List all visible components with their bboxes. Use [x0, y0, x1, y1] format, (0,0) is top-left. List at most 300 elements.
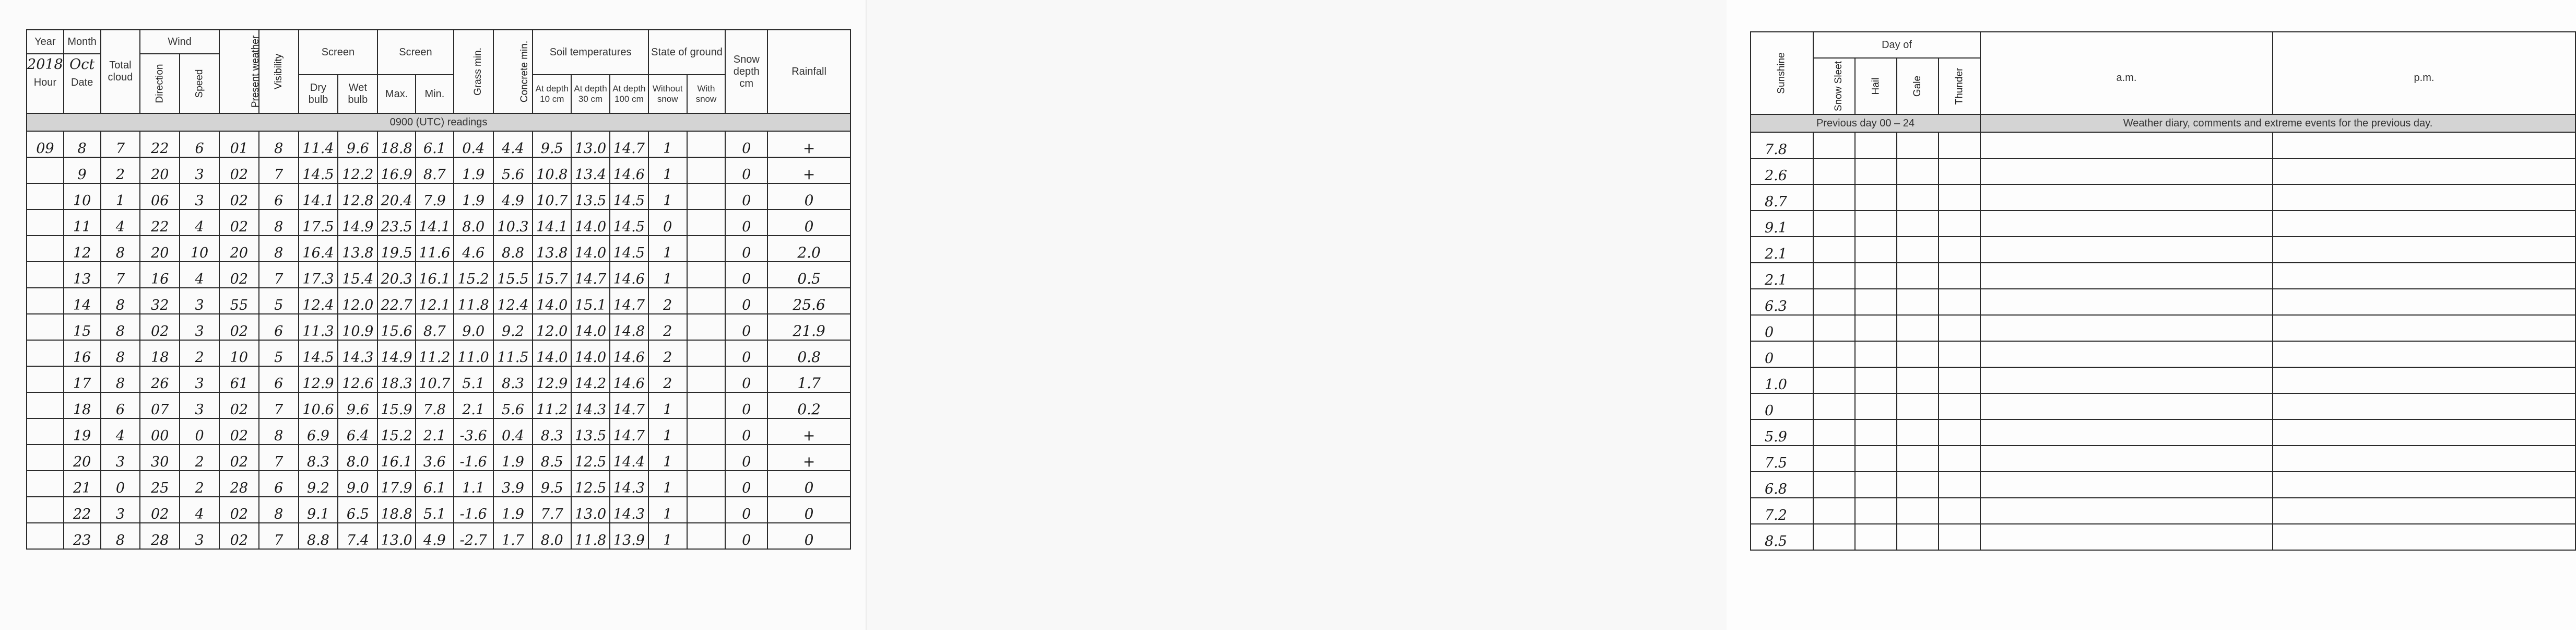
date-cell: 21 [64, 471, 101, 497]
soil-30cm-cell: 14.7 [571, 262, 610, 288]
wet-bulb-cell: 9.6 [338, 131, 377, 157]
date-cell: 10 [64, 183, 101, 209]
max-temp-cell: 18.3 [377, 366, 416, 392]
wind-direction-cell: 20 [140, 157, 180, 183]
thunder-cell [1939, 289, 1980, 315]
snow-sleet-cell [1813, 498, 1855, 524]
visibility-cell: 7 [259, 262, 299, 288]
grass-min-cell: 15.2 [454, 262, 493, 288]
dry-bulb-cell: 12.4 [299, 288, 338, 314]
soil-100cm-cell: 14.3 [610, 471, 648, 497]
date-cell: 8 [64, 131, 101, 157]
visibility-cell: 8 [259, 497, 299, 523]
sunshine-cell: 7.8 [1751, 132, 1813, 158]
soil-30cm-cell: 14.0 [571, 314, 610, 340]
diary-row [1751, 263, 2575, 289]
am-diary-cell[interactable] [1980, 524, 2273, 550]
hour-cell [27, 366, 64, 392]
concrete-min-cell: 12.4 [493, 288, 533, 314]
soil-30cm-cell: 15.1 [571, 288, 610, 314]
gale-cell [1897, 132, 1939, 158]
hail-cell [1855, 446, 1897, 472]
visibility-cell: 8 [259, 209, 299, 236]
soil-10cm-cell: 15.7 [533, 262, 571, 288]
soil-100cm-cell: 14.7 [610, 392, 648, 418]
pm-diary-cell[interactable] [2273, 211, 2575, 237]
max-temp-cell: 14.9 [377, 340, 416, 366]
wind-speed-cell: 2 [180, 445, 219, 471]
am-diary-cell[interactable] [1980, 341, 2273, 367]
am-diary-cell[interactable] [1980, 498, 2273, 524]
am-diary-cell[interactable] [1980, 132, 2273, 158]
max-temp-cell: 20.3 [377, 262, 416, 288]
soil-30cm-cell: 12.5 [571, 471, 610, 497]
dry-bulb-cell: 14.1 [299, 183, 338, 209]
hail-cell [1855, 498, 1897, 524]
dry-bulb-cell: 9.2 [299, 471, 338, 497]
gale-cell [1897, 524, 1939, 550]
wind-speed-cell: 4 [180, 209, 219, 236]
wind-direction-cell: 02 [140, 497, 180, 523]
hour-cell [27, 445, 64, 471]
observation-row [27, 340, 850, 366]
max-temp-cell: 23.5 [377, 209, 416, 236]
rainfall-cell: 0.8 [767, 340, 850, 366]
am-diary-cell[interactable] [1980, 419, 2273, 446]
grass-min-cell: 1.1 [454, 471, 493, 497]
thunder-cell [1939, 184, 1980, 211]
thunder-cell [1939, 263, 1980, 289]
wet-bulb-cell: 10.9 [338, 314, 377, 340]
total-cloud-cell: 8 [101, 523, 140, 549]
soil-10cm-header: At depth 10 cm [533, 75, 571, 113]
date-cell: 13 [64, 262, 101, 288]
max-temp-cell: 15.6 [377, 314, 416, 340]
soil-10cm-cell: 9.5 [533, 471, 571, 497]
snow-depth-cell: 0 [725, 131, 767, 157]
diary-row [1751, 237, 2575, 263]
date-cell: 12 [64, 236, 101, 262]
snow-sleet-header: Snow Sleet [1813, 58, 1855, 114]
min-temp-cell: 6.1 [416, 471, 454, 497]
date-cell: 19 [64, 418, 101, 445]
hail-cell [1855, 341, 1897, 367]
soil-30cm-cell: 14.2 [571, 366, 610, 392]
max-temp-cell: 20.4 [377, 183, 416, 209]
hour-header: Hour [27, 75, 64, 113]
rainfall-cell: 0 [767, 523, 850, 549]
sunshine-cell: 7.5 [1751, 446, 1813, 472]
rainfall-cell: 0 [767, 183, 850, 209]
visibility-cell: 6 [259, 314, 299, 340]
pm-diary-cell[interactable] [2273, 419, 2575, 446]
rainfall-cell: 0.5 [767, 262, 850, 288]
with-snow-cell [687, 183, 726, 209]
min-temp-cell: 4.9 [416, 523, 454, 549]
present-weather-cell: 61 [219, 366, 259, 392]
grass-min-cell: 0.4 [454, 131, 493, 157]
month-header: Month [64, 30, 101, 54]
wind-direction-cell: 22 [140, 209, 180, 236]
min-temp-cell: 12.1 [416, 288, 454, 314]
without-snow-cell: 1 [648, 418, 687, 445]
without-snow-cell: 2 [648, 314, 687, 340]
soil-30cm-cell: 11.8 [571, 523, 610, 549]
snow-depth-cell: 0 [725, 340, 767, 366]
thunder-cell [1939, 393, 1980, 419]
without-snow-cell: 2 [648, 366, 687, 392]
soil-100cm-cell: 14.5 [610, 183, 648, 209]
am-diary-cell[interactable] [1980, 367, 2273, 393]
present-weather-cell: 02 [219, 183, 259, 209]
with-snow-cell [687, 340, 726, 366]
direction-header: Direction [140, 54, 180, 113]
am-diary-cell[interactable] [1980, 393, 2273, 419]
hail-cell [1855, 524, 1897, 550]
pm-diary-cell[interactable] [2273, 446, 2575, 472]
observation-row [27, 236, 850, 262]
max-temp-cell: 15.2 [377, 418, 416, 445]
hour-cell [27, 418, 64, 445]
pm-diary-cell[interactable] [2273, 341, 2575, 367]
rainfall-cell: + [767, 157, 850, 183]
wind-direction-cell: 25 [140, 471, 180, 497]
wind-direction-cell: 07 [140, 392, 180, 418]
present-weather-cell: 02 [219, 523, 259, 549]
am-diary-cell[interactable] [1980, 237, 2273, 263]
hour-cell [27, 183, 64, 209]
thunder-cell [1939, 158, 1980, 184]
soil-100cm-cell: 14.5 [610, 236, 648, 262]
observation-row [27, 183, 850, 209]
soil-30cm-cell: 14.0 [571, 236, 610, 262]
am-diary-cell[interactable] [1980, 315, 2273, 341]
rainfall-cell: 1.7 [767, 366, 850, 392]
observation-row [27, 209, 850, 236]
snow-depth-cell: 0 [725, 497, 767, 523]
hail-cell [1855, 211, 1897, 237]
wind-speed-cell: 3 [180, 183, 219, 209]
pm-diary-cell[interactable] [2273, 289, 2575, 315]
wind-direction-cell: 16 [140, 262, 180, 288]
snow-sleet-cell [1813, 184, 1855, 211]
diary-row [1751, 367, 2575, 393]
without-snow-cell: 1 [648, 445, 687, 471]
concrete-min-cell: 10.3 [493, 209, 533, 236]
total-cloud-cell: 3 [101, 497, 140, 523]
soil-100cm-cell: 14.6 [610, 366, 648, 392]
soil-30cm-cell: 13.5 [571, 418, 610, 445]
thunder-cell [1939, 446, 1980, 472]
observation-row [27, 497, 850, 523]
min-temp-cell: 11.6 [416, 236, 454, 262]
pm-diary-cell[interactable] [2273, 263, 2575, 289]
pm-diary-cell[interactable] [2273, 472, 2575, 498]
wind-speed-cell: 2 [180, 340, 219, 366]
without-snow-cell: 1 [648, 157, 687, 183]
soil-10cm-cell: 11.2 [533, 392, 571, 418]
year-header: Year [27, 30, 64, 54]
sunshine-cell: 6.8 [1751, 472, 1813, 498]
soil-10cm-cell: 7.7 [533, 497, 571, 523]
concrete-min-cell: 0.4 [493, 418, 533, 445]
observation-row [27, 445, 850, 471]
grass-min-cell: 1.9 [454, 157, 493, 183]
dry-bulb-cell: 14.5 [299, 157, 338, 183]
gale-cell [1897, 472, 1939, 498]
visibility-cell: 7 [259, 392, 299, 418]
wind-direction-cell: 30 [140, 445, 180, 471]
wind-speed-cell: 3 [180, 523, 219, 549]
total-cloud-header: Total cloud [101, 30, 140, 113]
wind-speed-cell: 3 [180, 314, 219, 340]
gale-cell [1897, 393, 1939, 419]
observation-row [27, 288, 850, 314]
pm-diary-cell[interactable] [2273, 524, 2575, 550]
thunder-cell [1939, 367, 1980, 393]
diary-row [1751, 446, 2575, 472]
sunshine-cell: 6.3 [1751, 289, 1813, 315]
hail-header: Hail [1855, 58, 1897, 114]
concrete-min-cell: 15.5 [493, 262, 533, 288]
without-snow-cell: 1 [648, 236, 687, 262]
total-cloud-cell: 6 [101, 392, 140, 418]
am-diary-cell[interactable] [1980, 472, 2273, 498]
present-weather-header: Present weather [219, 30, 259, 113]
concrete-min-cell: 3.9 [493, 471, 533, 497]
min-temp-cell: 8.7 [416, 314, 454, 340]
sunshine-header: Sunshine [1751, 32, 1813, 114]
snow-sleet-cell [1813, 472, 1855, 498]
with-snow-cell [687, 418, 726, 445]
date-cell: 9 [64, 157, 101, 183]
dry-bulb-cell: 14.5 [299, 340, 338, 366]
hour-cell [27, 262, 64, 288]
wet-bulb-cell: 6.4 [338, 418, 377, 445]
wind-speed-cell: 3 [180, 157, 219, 183]
rainfall-cell: 21.9 [767, 314, 850, 340]
snow-depth-cell: 0 [725, 445, 767, 471]
visibility-header: Visibility [259, 30, 299, 113]
hail-cell [1855, 132, 1897, 158]
min-temp-cell: 3.6 [416, 445, 454, 471]
dry-bulb-cell: 10.6 [299, 392, 338, 418]
diary-row [1751, 132, 2575, 158]
with-snow-cell [687, 392, 726, 418]
pm-diary-cell[interactable] [2273, 237, 2575, 263]
total-cloud-cell: 0 [101, 471, 140, 497]
visibility-cell: 7 [259, 157, 299, 183]
present-weather-cell: 02 [219, 157, 259, 183]
with-snow-cell [687, 497, 726, 523]
present-weather-cell: 02 [219, 445, 259, 471]
hail-cell [1855, 237, 1897, 263]
am-diary-cell[interactable] [1980, 263, 2273, 289]
present-weather-cell: 02 [219, 418, 259, 445]
sunshine-cell: 7.2 [1751, 498, 1813, 524]
snow-sleet-cell [1813, 393, 1855, 419]
pm-diary-cell[interactable] [2273, 132, 2575, 158]
max-temp-cell: 17.9 [377, 471, 416, 497]
rainfall-cell: + [767, 418, 850, 445]
concrete-min-cell: 8.8 [493, 236, 533, 262]
date-cell: 18 [64, 392, 101, 418]
min-header: Min. [416, 75, 454, 113]
grass-min-cell: 11.8 [454, 288, 493, 314]
visibility-cell: 5 [259, 288, 299, 314]
wind-direction-cell: 28 [140, 523, 180, 549]
without-snow-cell: 1 [648, 183, 687, 209]
pm-diary-cell[interactable] [2273, 498, 2575, 524]
without-snow-cell: 1 [648, 131, 687, 157]
total-cloud-cell: 2 [101, 157, 140, 183]
pm-header: p.m. [2273, 32, 2575, 114]
visibility-cell: 7 [259, 445, 299, 471]
soil-100cm-cell: 13.9 [610, 523, 648, 549]
without-snow-cell: 2 [648, 340, 687, 366]
wind-speed-cell: 3 [180, 366, 219, 392]
diary-row [1751, 524, 2575, 550]
dry-bulb-cell: 11.3 [299, 314, 338, 340]
wet-bulb-cell: 14.9 [338, 209, 377, 236]
diary-row [1751, 211, 2575, 237]
date-cell: 16 [64, 340, 101, 366]
gale-cell [1897, 446, 1939, 472]
previous-day-band: Previous day 00 – 24 [1751, 114, 1980, 132]
date-cell: 23 [64, 523, 101, 549]
soil-10cm-cell: 8.3 [533, 418, 571, 445]
hour-cell: 09 [27, 131, 64, 157]
total-cloud-cell: 8 [101, 366, 140, 392]
sunshine-cell: 2.1 [1751, 237, 1813, 263]
gale-cell [1897, 184, 1939, 211]
diary-row [1751, 393, 2575, 419]
total-cloud-cell: 4 [101, 209, 140, 236]
snow-sleet-cell [1813, 524, 1855, 550]
pm-diary-cell[interactable] [2273, 158, 2575, 184]
max-temp-cell: 18.8 [377, 497, 416, 523]
dry-bulb-cell: 12.9 [299, 366, 338, 392]
pm-diary-cell[interactable] [2273, 184, 2575, 211]
min-temp-cell: 7.9 [416, 183, 454, 209]
sunshine-cell: 9.1 [1751, 211, 1813, 237]
grass-min-cell: -1.6 [454, 445, 493, 471]
am-diary-cell[interactable] [1980, 158, 2273, 184]
soil-30cm-cell: 14.0 [571, 209, 610, 236]
soil-30cm-cell: 12.5 [571, 445, 610, 471]
total-cloud-cell: 8 [101, 340, 140, 366]
with-snow-cell [687, 314, 726, 340]
max-temp-cell: 18.8 [377, 131, 416, 157]
diary-row [1751, 289, 2575, 315]
am-diary-cell[interactable] [1980, 211, 2273, 237]
snow-depth-cell: 0 [725, 209, 767, 236]
thunder-cell [1939, 315, 1980, 341]
min-temp-cell: 8.7 [416, 157, 454, 183]
pm-diary-cell[interactable] [2273, 393, 2575, 419]
soil-10cm-cell: 8.5 [533, 445, 571, 471]
wet-bulb-header: Wet bulb [338, 75, 377, 113]
snow-sleet-cell [1813, 446, 1855, 472]
wind-speed-cell: 3 [180, 288, 219, 314]
pm-diary-cell[interactable] [2273, 367, 2575, 393]
hail-cell [1855, 367, 1897, 393]
rainfall-cell: + [767, 445, 850, 471]
hour-cell [27, 392, 64, 418]
hail-cell [1855, 263, 1897, 289]
total-cloud-cell: 8 [101, 236, 140, 262]
soil-100cm-header: At depth 100 cm [610, 75, 648, 113]
snow-depth-cell: 0 [725, 314, 767, 340]
diary-row [1751, 315, 2575, 341]
hail-cell [1855, 472, 1897, 498]
visibility-cell: 6 [259, 366, 299, 392]
screen-maxmin-header: Screen [377, 30, 454, 75]
dry-bulb-cell: 9.1 [299, 497, 338, 523]
soil-temperatures-header: Soil temperatures [533, 30, 648, 75]
min-temp-cell: 14.1 [416, 209, 454, 236]
gale-cell [1897, 289, 1939, 315]
soil-30cm-cell: 13.0 [571, 497, 610, 523]
rainfall-cell: 0 [767, 471, 850, 497]
wet-bulb-cell: 15.4 [338, 262, 377, 288]
wind-direction-cell: 26 [140, 366, 180, 392]
am-diary-cell[interactable] [1980, 184, 2273, 211]
left-page [0, 0, 867, 630]
sunshine-cell: 8.7 [1751, 184, 1813, 211]
gale-cell [1897, 237, 1939, 263]
concrete-min-cell: 1.9 [493, 445, 533, 471]
dry-bulb-cell: 8.3 [299, 445, 338, 471]
diary-row [1751, 158, 2575, 184]
am-diary-cell[interactable] [1980, 289, 2273, 315]
snow-sleet-cell [1813, 315, 1855, 341]
wind-direction-cell: 32 [140, 288, 180, 314]
concrete-min-cell: 8.3 [493, 366, 533, 392]
hour-cell [27, 314, 64, 340]
observation-row [27, 131, 850, 157]
sunshine-cell: 0 [1751, 341, 1813, 367]
without-snow-cell: 1 [648, 471, 687, 497]
gale-cell [1897, 263, 1939, 289]
grass-min-cell: 9.0 [454, 314, 493, 340]
snow-sleet-cell [1813, 237, 1855, 263]
with-snow-cell [687, 209, 726, 236]
thunder-cell [1939, 211, 1980, 237]
concrete-min-cell: 1.7 [493, 523, 533, 549]
grass-min-cell: 11.0 [454, 340, 493, 366]
am-diary-cell[interactable] [1980, 446, 2273, 472]
snow-depth-cell: 0 [725, 262, 767, 288]
without-snow-cell: 2 [648, 288, 687, 314]
pm-diary-cell[interactable] [2273, 315, 2575, 341]
hail-cell [1855, 158, 1897, 184]
grass-min-cell: 4.6 [454, 236, 493, 262]
hour-cell [27, 523, 64, 549]
month-value: Oct [64, 54, 101, 75]
grass-min-header: Grass min. [454, 30, 493, 113]
wind-speed-cell: 4 [180, 497, 219, 523]
gale-cell [1897, 498, 1939, 524]
soil-30cm-cell: 13.4 [571, 157, 610, 183]
grass-min-cell: 5.1 [454, 366, 493, 392]
concrete-min-cell: 4.9 [493, 183, 533, 209]
rainfall-cell: 0 [767, 209, 850, 236]
grass-min-cell: 1.9 [454, 183, 493, 209]
thunder-header: Thunder [1939, 58, 1980, 114]
concrete-min-cell: 1.9 [493, 497, 533, 523]
soil-100cm-cell: 14.4 [610, 445, 648, 471]
